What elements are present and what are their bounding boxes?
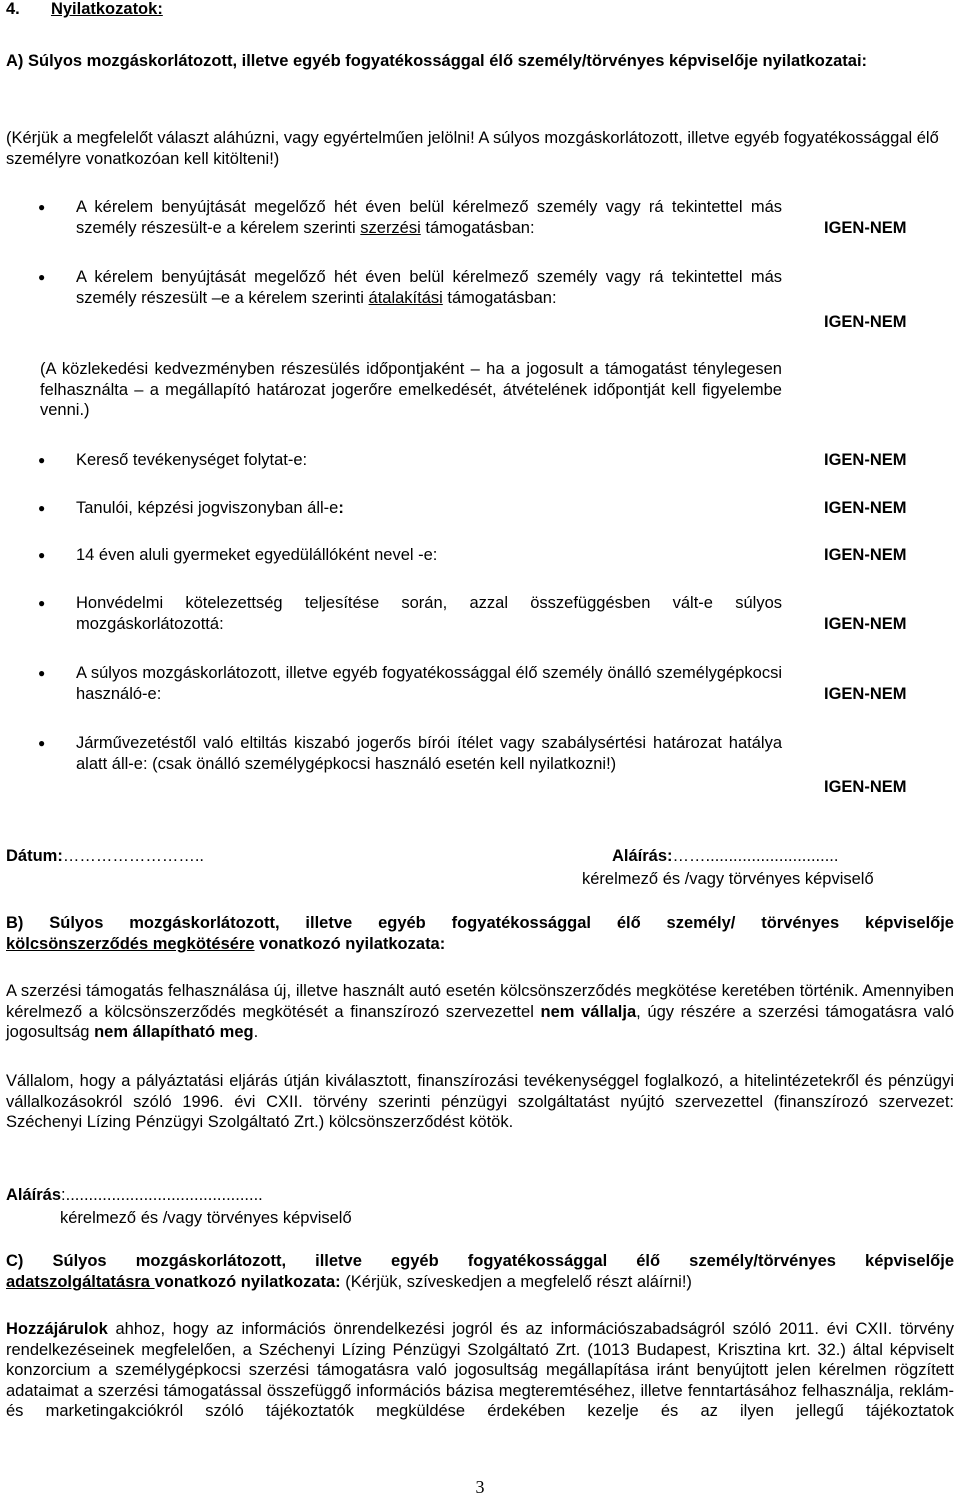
section-b-title-line2: kölcsönszerződés megkötésére vonatkozó nyilatkozata:: [6, 935, 446, 953]
bullet-icon: ●: [38, 453, 46, 467]
section-number: 4.: [6, 0, 20, 18]
bullet-icon: ●: [38, 596, 46, 610]
item-text: Tanulói, képzési jogviszonyban áll-e:: [76, 499, 344, 517]
section-c-consent-paragraph: Hozzájárulok ahhoz, hogy az információs önrendelkezési jogról és az információszabadságról szóló 2011. évi CXII. törvény rendelkezéseinek megfelelően, a Széchenyi Lízing Pénzügyi Szolgáltató Zrt. (1013 Budapest, Krisztina krt. 32.) által képviselt konzorcium a személygépkocsi szerzési támogatásra való jogosultság megállapítása iránt benyújtott jelen kérelmen rögzített adataimat a szerzési támogatással összefüggő információs bázisa megteremtéséhez, illetve fenntartásához felhasználja, reklám- és marketingakciókról szóló tájékoztatók megküldése érdekében kezelje és az ilyen jellegű tájékoztatok: [6, 1320, 954, 1420]
item-text: Kereső tevékenységet folytat-e:: [76, 451, 308, 469]
section-b-signature-field[interactable]: [6, 1185, 263, 1205]
yes-no-answer[interactable]: IGEN-NEM: [824, 685, 907, 703]
yes-no-answer[interactable]: IGEN-NEM: [824, 778, 907, 796]
signature-dots: …….............................: [672, 847, 839, 865]
section-b-paragraph-1: A szerzési támogatás felhasználása új, illetve használt autó esetén kölcsönszerződés megkötése keretében történik. Amennyiben kérelmező a kölcsönszerződés megkötését a finanszírozó szervezettel nem vállalja, úgy részére a szerzési támogatásra való jogosultság nem állapítható meg.: [6, 982, 954, 1041]
transport-benefit-note: (A közlekedési kedvezményben részesülés időpontjaként – ha a jogosult a támogatást ténylegesen felhasználta – a megállapító határozat jogerőre emelkedését, átvételének időpontját kell figyelembe venni.): [40, 360, 782, 419]
date-label: Dátum:: [6, 847, 63, 865]
bullet-icon: ●: [38, 501, 46, 515]
bullet-icon: ●: [38, 666, 46, 680]
item-text: A kérelem benyújtását megelőző hét éven belül kérelmező személy vagy rá tekintettel más személy részesült-e a kérelem szerinti szerzési támogatásban:: [76, 198, 782, 237]
bullet-icon: ●: [38, 270, 46, 284]
item-text: Járművezetéstől való eltiltás kiszabó jogerős bírói ítélet vagy szabálysértési határozat hatálya alatt áll-e: (csak önálló személygépkocsi használó esetén kell nyilatkozni!): [76, 734, 782, 773]
yes-no-answer[interactable]: IGEN-NEM: [824, 219, 907, 237]
yes-no-answer[interactable]: IGEN-NEM: [824, 313, 907, 331]
item-text: A súlyos mozgáskorlátozott, illetve egyéb fogyatékossággal élő személy önálló személygépkocsi használó-e:: [76, 664, 782, 703]
section-c-title-line2: adatszolgáltatásra vonatkozó nyilatkozata: (Kérjük, szíveskedjen a megfelelő részt aláírni!): [6, 1273, 692, 1291]
signature-label: Aláírás: [6, 1186, 62, 1204]
section-b-paragraph-2: Vállalom, hogy a pályáztatási eljárás útján kiválasztott, finanszírozási tevékenységgel foglalkozó, a hitelintézetekről és pénzügyi vállalkozásokról szóló 1996. évi CXII. törvény szerinti pénzügyi szolgáltatást nyújtó szervezettel (finanszírozó szervezet: Széchenyi Lízing Pénzügyi Szolgáltató Zrt.) kölcsönszerződést kötök.: [6, 1072, 954, 1131]
section-a-title: A) Súlyos mozgáskorlátozott, illetve egyéb fogyatékossággal élő személy/törvényes képviselője nyilatkozatai:: [6, 52, 868, 70]
page-number: 3: [475, 1477, 485, 1497]
signer-caption: kérelmező és /vagy törvényes képviselő: [582, 870, 874, 888]
yes-no-answer[interactable]: IGEN-NEM: [824, 615, 907, 633]
bullet-icon: ●: [38, 548, 46, 562]
signature-field[interactable]: [612, 846, 838, 866]
bullet-icon: ●: [38, 736, 46, 750]
date-field[interactable]: [6, 846, 204, 866]
section-a-instruction: (Kérjük a megfelelőt választ aláhúzni, vagy egyértelműen jelölni! A súlyos mozgáskorlátozott, illetve egyéb fogyatékossággal élő személyre vonatkozóan kell kitölteni!): [6, 129, 939, 168]
bullet-icon: ●: [38, 200, 46, 214]
yes-no-answer[interactable]: IGEN-NEM: [824, 546, 907, 564]
section-title: Nyilatkozatok:: [50, 0, 163, 18]
yes-no-answer[interactable]: IGEN-NEM: [824, 499, 907, 517]
section-c-title: C) Súlyos mozgáskorlátozott, illetve egyéb fogyatékossággal élő személy/törvényes képviselője: [6, 1252, 954, 1270]
section-b-signer-caption: kérelmező és /vagy törvényes képviselő: [60, 1209, 352, 1227]
date-dots: ……………………..: [62, 847, 205, 865]
section-b-title: B) Súlyos mozgáskorlátozott, illetve egyéb fogyatékossággal élő személy/ törvényes képviselője: [6, 914, 954, 932]
item-text: 14 éven aluli gyermeket egyedülállóként nevel -e:: [76, 546, 438, 564]
item-text: A kérelem benyújtását megelőző hét éven belül kérelmező személy vagy rá tekintettel más személy részesült –e a kérelem szerinti átalakítási támogatásban:: [76, 268, 782, 307]
section-heading: [6, 0, 954, 20]
signature-label: Aláírás:: [612, 847, 673, 865]
item-text: Honvédelmi kötelezettség teljesítése során, azzal összefüggésben vált-e súlyos mozgáskorlátozottá:: [76, 594, 782, 633]
yes-no-answer[interactable]: IGEN-NEM: [824, 451, 907, 469]
signature-dots: :...........................................: [61, 1186, 263, 1204]
